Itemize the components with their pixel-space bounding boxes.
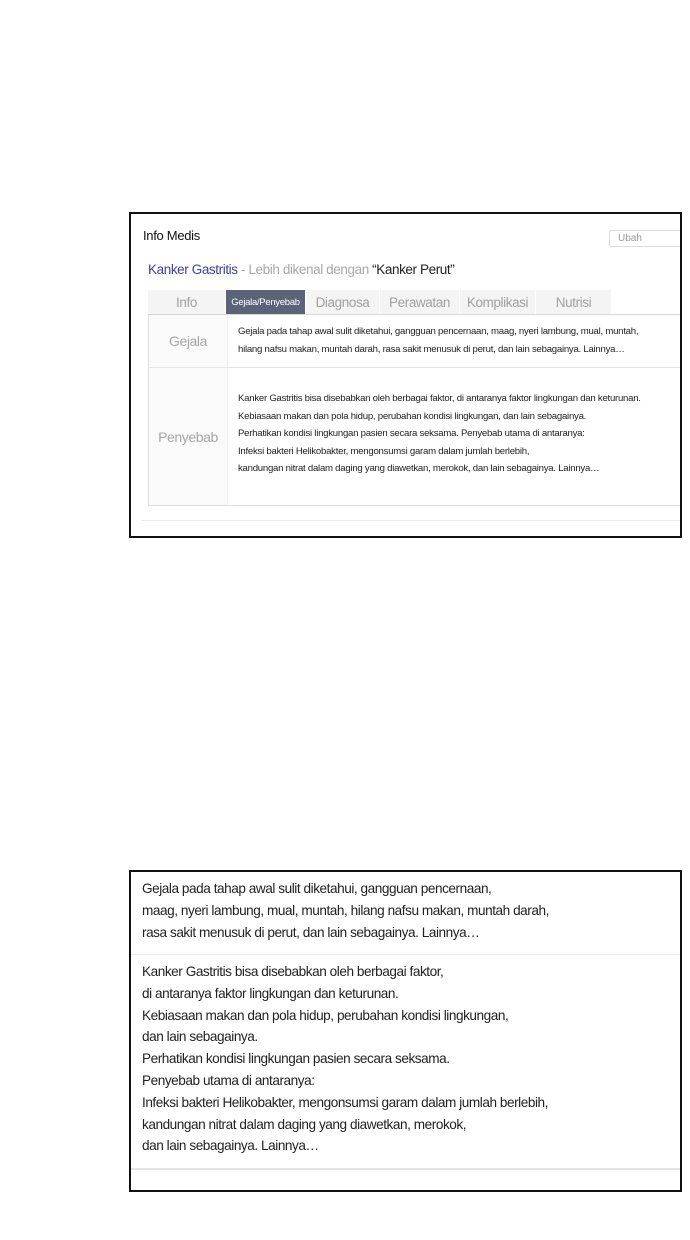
tab-gejala-penyebab[interactable]: Gejala/Penyebab	[226, 290, 306, 314]
text-line: dan lain sebagainya. Lainnya…	[142, 1138, 319, 1154]
tab-info[interactable]: Info	[148, 290, 226, 314]
text-line: rasa sakit menusuk di perut, dan lain sebagainya. Lainnya…	[142, 924, 480, 940]
text-line: Gejala pada tahap awal sulit diketahui, gangguan pencernaan, maag, nyeri lambung, mual, muntah,	[238, 326, 639, 337]
causes-text-large	[142, 961, 548, 1157]
text-line: Kanker Gastritis bisa disebabkan oleh berbagai faktor,	[142, 964, 444, 979]
symptoms-text	[238, 323, 638, 358]
divider	[131, 954, 682, 955]
text-line: maag, nyeri lambung, mual, muntah, hilang nafsu makan, muntah darah,	[142, 902, 549, 918]
text-line: hilang nafsu makan, muntah darah, rasa sakit menusuk di perut, dan lain sebagainya. Lainnya…	[238, 343, 625, 355]
symptoms-row	[149, 315, 682, 368]
text-line: Kebiasaan makan dan pola hidup, perubahan kondisi lingkungan, dan lain sebagainya.	[238, 410, 587, 422]
panel-title: Info Medis	[143, 228, 200, 243]
medical-info-panel	[129, 212, 682, 538]
disease-name-link[interactable]: Kanker Gastritis	[148, 262, 238, 277]
text-line: Gejala pada tahap awal sulit diketahui, gangguan pencernaan,	[142, 881, 492, 896]
disease-subtitle	[148, 262, 454, 277]
text-line: Perhatikan kondisi lingkungan pasien secara seksama.	[142, 1051, 450, 1067]
symptoms-label: Gejala	[149, 315, 228, 367]
divider	[141, 520, 682, 521]
text-line: dan lain sebagainya.	[142, 1029, 258, 1045]
text-line: Kebiasaan makan dan pola hidup, perubahan kondisi lingkungan,	[142, 1007, 509, 1023]
zoomed-text-panel	[129, 870, 682, 1192]
text-line: Infeksi bakteri Helikobakter, mengonsumsi garam dalam jumlah berlebih,	[142, 1094, 548, 1110]
tab-perawatan[interactable]: Perawatan	[380, 290, 460, 314]
alias-connector: - Lebih dikenal dengan	[237, 262, 373, 277]
text-line: Kanker Gastritis bisa disebabkan oleh berbagai faktor, di antaranya faktor lingkungan dan keturunan.	[238, 393, 641, 404]
tab-komplikasi[interactable]: Komplikasi	[460, 290, 536, 314]
symptoms-text-large	[142, 878, 549, 943]
text-line: Perhatikan kondisi lingkungan pasien secara seksama. Penyebab utama di antaranya:	[238, 428, 585, 440]
disease-alias: “Kanker Perut”	[372, 262, 455, 277]
text-line: Infeksi bakteri Helikobakter, mengonsumsi garam dalam jumlah berlebih,	[238, 445, 530, 457]
tab-bar	[148, 290, 682, 315]
text-line: kandungan nitrat dalam daging yang diawetkan, merokok, dan lain sebagainya. Lainnya…	[238, 463, 600, 475]
divider	[131, 1168, 682, 1170]
causes-text	[238, 390, 641, 478]
causes-label: Penyebab	[149, 368, 228, 505]
edit-button[interactable]: Ubah	[609, 230, 682, 247]
text-line: kandungan nitrat dalam daging yang diawetkan, merokok,	[142, 1116, 467, 1132]
tab-diagnosa[interactable]: Diagnosa	[306, 290, 380, 314]
tab-content	[148, 315, 682, 506]
text-line: Penyebab utama di antaranya:	[142, 1072, 315, 1088]
text-line: di antaranya faktor lingkungan dan keturunan.	[142, 985, 399, 1001]
tab-nutrisi[interactable]: Nutrisi	[536, 290, 612, 314]
causes-row	[149, 368, 682, 505]
